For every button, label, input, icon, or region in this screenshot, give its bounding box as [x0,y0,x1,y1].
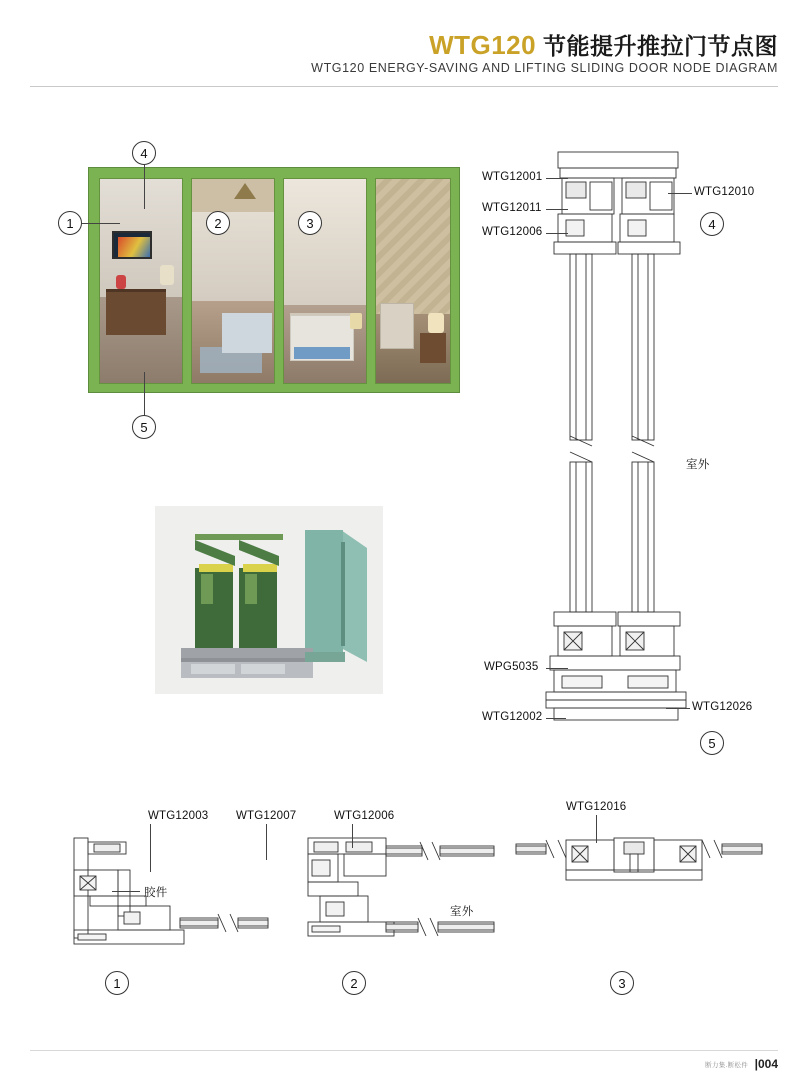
callout-1-left[interactable]: 1 [58,211,82,235]
leader-wtg12006-top [546,233,568,234]
leader-wtg12011 [546,209,568,210]
profile-section-photo-svg [155,506,383,694]
callout-4-right[interactable]: 4 [700,212,724,236]
profile-section-photo [155,506,383,694]
footer-note: 断力集.断松件 [705,1062,748,1069]
label-wtg12006-top: WTG12006 [482,226,543,238]
page-subtitle-en: WTG120 ENERGY-SAVING AND LIFTING SLIDING DOOR NODE DIAGRAM [311,61,778,75]
product-code: WTG120 [429,30,537,60]
photo-pane-bedroom-center [283,178,367,384]
leader-wtg12026 [666,708,690,709]
callout-5-bottom[interactable]: 5 [132,415,156,439]
label-wtg12006-bottom: WTG12006 [334,810,395,822]
outdoor-label-right: 室外 [686,459,710,471]
leader-wtg12001 [546,178,568,179]
label-glue-part: 胶件 [144,887,168,899]
callout-2-center[interactable]: 2 [206,211,230,235]
leader-wtg12010 [668,193,692,194]
label-wtg12003: WTG12003 [148,810,209,822]
photo-mullion-3 [367,168,375,392]
header-divider [30,86,778,87]
photo-pane-headboard-wall [375,178,451,384]
callout-1-bottom[interactable]: 1 [105,971,129,995]
outdoor-label-bottom: 室外 [450,906,474,918]
footer-divider [30,1050,778,1051]
callout-5-right[interactable]: 5 [700,731,724,755]
page-header [0,0,800,86]
callout-4-leader [144,165,145,209]
leader-wtg12003 [150,824,151,872]
label-wtg12010: WTG12010 [694,186,755,198]
detail-3-drawing [506,826,766,936]
label-wpg5035: WPG5035 [484,661,539,673]
leader-wtg12016 [596,815,597,843]
callout-5-leader [144,372,145,416]
callout-2-bottom[interactable]: 2 [342,971,366,995]
page-number-value: 004 [757,1057,778,1071]
leader-wtg12007 [266,824,267,860]
photo-mullion-1 [183,168,191,392]
callout-4-top[interactable]: 4 [132,141,156,165]
photo-mullion-2 [275,168,283,392]
page-title [429,28,778,61]
page-title-cn: 节能提升推拉门节点图 [543,33,778,59]
detail-2-drawing [296,826,496,956]
callout-3-bottom[interactable]: 3 [610,971,634,995]
leader-glue-part [112,891,140,892]
label-wtg12011: WTG12011 [482,202,542,214]
photo-pane-bedroom-left [191,178,275,384]
label-wtg12002: WTG12002 [482,711,543,723]
label-wtg12007: WTG12007 [236,810,297,822]
leader-wtg12002 [546,718,566,719]
leader-wpg5035 [546,668,568,669]
label-wtg12001: WTG12001 [482,171,543,183]
callout-1-leader [82,223,120,224]
page-number: |004 [754,1057,778,1071]
label-wtg12026: WTG12026 [692,701,753,713]
leader-wtg12006-bottom [352,824,353,848]
detail-2-svg [296,826,496,956]
photo-pane-living-room [99,178,183,384]
callout-3-center[interactable]: 3 [298,211,322,235]
detail-3-svg [506,826,766,936]
label-wtg12016: WTG12016 [566,801,627,813]
